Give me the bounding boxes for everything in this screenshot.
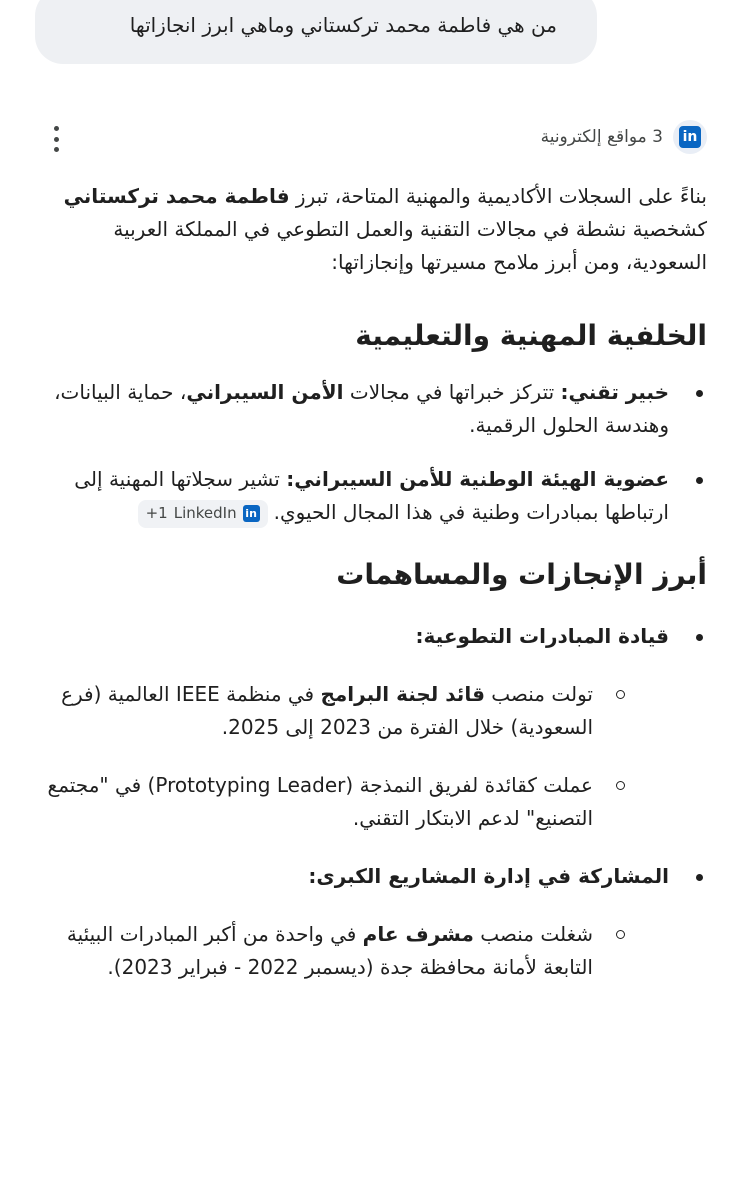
background-list [33, 376, 707, 529]
section-heading-background: الخلفية المهنية والتعليمية [355, 319, 707, 352]
sources-count-label[interactable]: 3 مواقع إلكترونية [540, 127, 663, 147]
linkedin-icon[interactable] [673, 120, 707, 154]
list-item: عضوية الهيئة الوطنية للأمن السيبراني: تشير سجلاتها المهنية إلى ارتباطها بمبادرات وطنية في هذا المجال الحيوي. in LinkedIn +1 [33, 463, 707, 529]
user-query-bubble [35, 0, 597, 64]
intro-paragraph: بناءً على السجلات الأكاديمية والمهنية المتاحة، تبرز فاطمة محمد تركستاني كشخصية نشطة في مجالات التقنية والعمل التطوعي في المملكة العربية السعودية، ومن أبرز ملامح مسيرتها وإنجازاتها: [63, 184, 707, 274]
linkedin-logo: in [679, 126, 701, 148]
section-heading-achievements: أبرز الإنجازات والمساهمات [336, 558, 707, 591]
sub-list-item: عملت كقائدة لفريق النمذجة (Prototyping Leader) في "مجتمع التصنيع" لدعم الابتكار التقني. [33, 769, 669, 835]
list-item: خبير تقني: تتركز خبراتها في مجالات الأمن السيبراني، حماية البيانات، وهندسة الحلول الرقمية. [33, 376, 707, 442]
person-name: فاطمة محمد تركستاني [63, 184, 290, 208]
achievements-list [33, 620, 707, 984]
sub-list-item: شغلت منصب مشرف عام في واحدة من أكبر المبادرات البيئية التابعة لأمانة محافظة جدة (ديسمبر 2022 - فبراير 2023). [33, 918, 669, 984]
list-item: قيادة المبادرات التطوعية: تولت منصب قائد لجنة البرامج في منظمة IEEE العالمية (فرع السعودية) خلال الفترة من 2023 إلى 2025. عملت كقائدة لفريق النمذجة (Prototyping Leader) في "مجتمع التصنيع" لدعم الابتكار التقني. [33, 620, 707, 835]
sub-list [33, 678, 669, 835]
answer-content [33, 180, 707, 984]
linkedin-icon: in [243, 505, 260, 522]
sub-list-item: تولت منصب قائد لجنة البرامج في منظمة IEEE العالمية (فرع السعودية) خلال الفترة من 2023 إلى 2025. [33, 678, 669, 744]
sub-list [33, 918, 669, 984]
list-item: المشاركة في إدارة المشاريع الكبرى: شغلت منصب مشرف عام في واحدة من أكبر المبادرات البيئية التابعة لأمانة محافظة جدة (ديسمبر 2022 - فبراير 2023). [33, 860, 707, 984]
sources-row[interactable] [541, 120, 707, 154]
source-chip-linkedin[interactable]: in LinkedIn +1 [138, 500, 268, 528]
user-query-text: من هي فاطمة محمد تركستاني وماهي ابرز انجازاتها [129, 13, 557, 37]
more-options-icon[interactable] [46, 122, 66, 156]
